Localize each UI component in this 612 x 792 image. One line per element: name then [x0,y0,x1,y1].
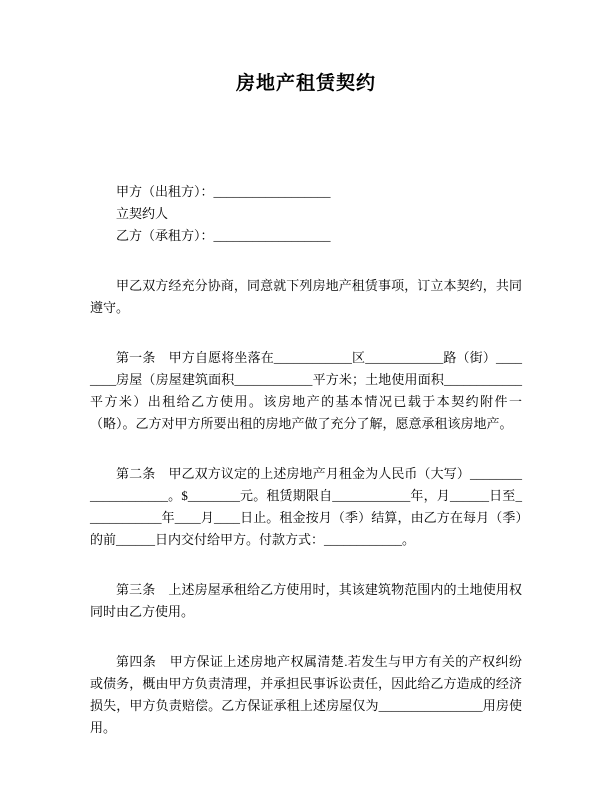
party-a-blank: __________________ [213,184,331,199]
article-2-paragraph: 第二条 甲乙双方议定的上述房地产月租金为人民币（大写）____________________。$________元。租赁期限自____________年，月______日至____________年____月____日止。租金按月（季）结算，由乙方在每月（季）的前______日内交付给甲方。付款方式：____________。 [90,466,522,547]
party-b-label: 乙方（承租方）： [116,228,214,243]
intermediary-label: 立契约人 [116,206,169,221]
article-4-paragraph: 第四条 甲方保证上述房地产权属清楚.若发生与甲方有关的产权纠纷或债务，概由甲方负责清理，并承担民事诉讼责任，因此给乙方造成的经济损失，甲方负责赔偿。乙方保证承租上述房屋仅为________________用房使用。 [90,654,522,735]
party-a-label: 甲方（出租方）： [116,184,214,199]
party-a-line [116,181,522,203]
preamble-paragraph: 甲乙双方经充分协商，同意就下列房地产租赁事项，订立本契约，共同遵守。 [90,278,522,315]
party-b-blank: __________________ [213,228,331,243]
document-title: 房地产租赁契约 [235,73,376,94]
party-b-line [116,225,522,247]
article-1-paragraph: 第一条 甲方自愿将坐落在____________区____________路（街）________房屋（房屋建筑面积____________平方米；土地使用面积____________平方米）出租给乙方使用。该房地产的基本情况已载于本契约附件一（略）。乙方对甲方所要出租的房地产做了充分了解，愿意承租该房地产。 [90,350,522,431]
article-3-paragraph: 第三条 上述房屋承租给乙方使用时，其该建筑物范围内的土地使用权同时由乙方使用。 [90,582,522,619]
party-block [90,181,522,247]
